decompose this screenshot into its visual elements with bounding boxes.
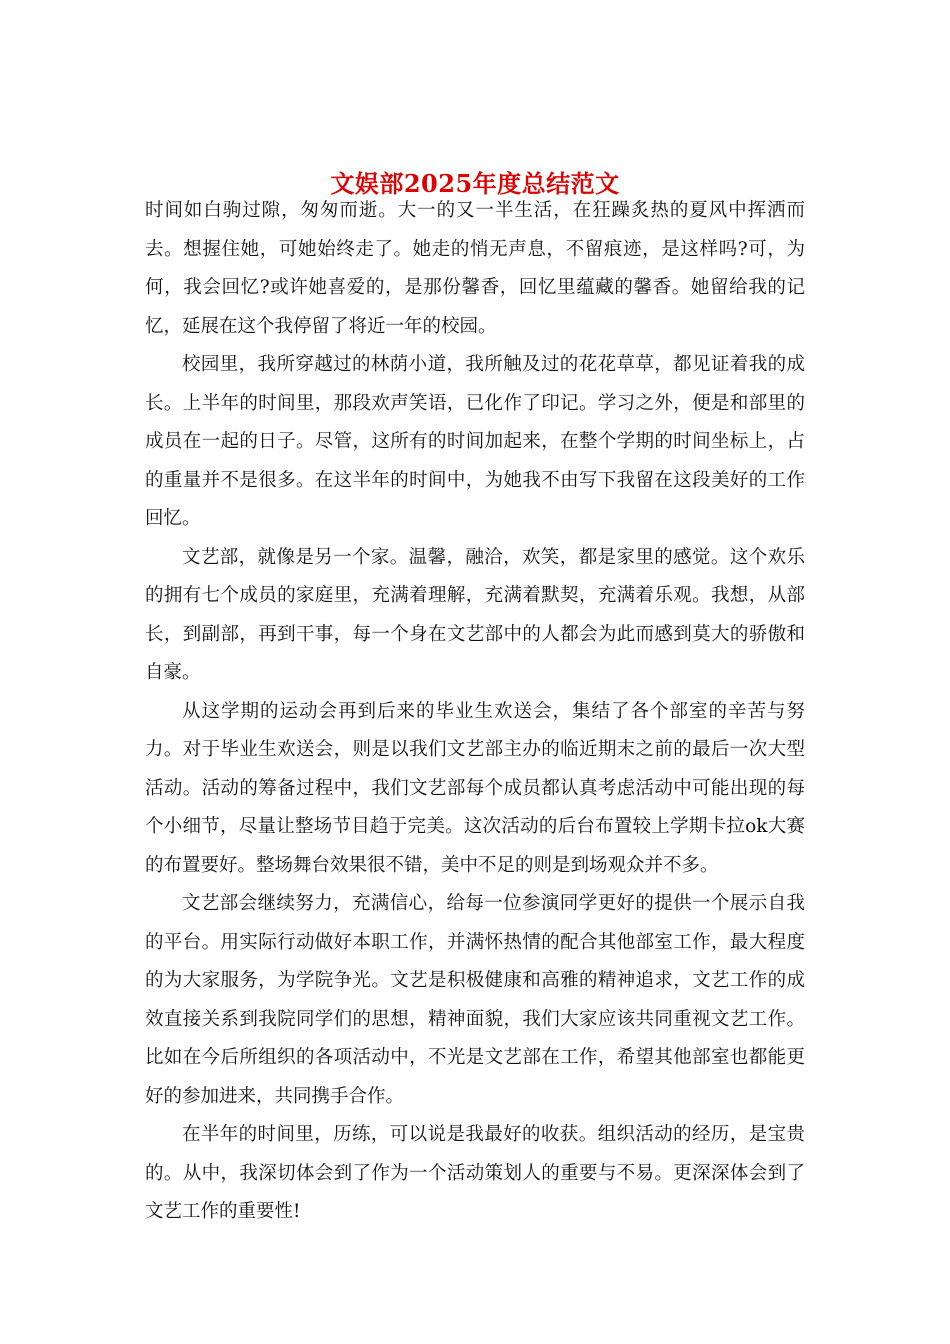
- document-body: [145, 192, 805, 1232]
- paragraph-6: 在半年的时间里，历练，可以说是我最好的收获。组织活动的经历，是宝贵的。从中，我深切体会到了作为一个活动策划人的重要与不易。更深深体会到了文艺工作的重要性!: [145, 1124, 805, 1222]
- document-title: 文娱部2025年度总结范文: [330, 169, 620, 199]
- paragraph-2: 校园里，我所穿越过的林荫小道，我所触及过的花花草草，都见证着我的成长。上半年的时间里，那段欢声笑语，已化作了印记。学习之外，便是和部里的成员在一起的日子。尽管，这所有的时间加起来，在整个学期的时间坐标上，占的重量并不是很多。在这半年的时间中，为她我不由写下我留在这段美好的工作回忆。: [145, 354, 805, 529]
- paragraph-4: 从这学期的运动会再到后来的毕业生欢送会，集结了各个部室的辛苦与努力。对于毕业生欢送会，则是以我们文艺部主办的临近期末之前的最后一次大型活动。活动的筹备过程中，我们文艺部每个成员都认真考虑活动中可能出现的每个小细节，尽量让整场节目趋于完美。这次活动的后台布置较上学期卡拉ok大赛的布置要好。整场舞台效果很不错，美中不足的则是到场观众并不多。: [145, 700, 805, 876]
- paragraph-1: 时间如白驹过隙，匆匆而逝。大一的又一半生活，在狂躁炙热的夏风中挥洒而去。想握住她，可她始终走了。她走的悄无声息，不留痕迹，是这样吗?可，为何，我会回忆?或许她喜爱的，是那份馨香，回忆里蕴藏的馨香。她留给我的记忆，延展在这个我停留了将近一年的校园。: [145, 200, 805, 337]
- paragraph-3: 文艺部，就像是另一个家。温馨，融洽，欢笑，都是家里的感觉。这个欢乐的拥有七个成员的家庭里，充满着理解，充满着默契，充满着乐观。我想，从部长，到副部，再到干事，每一个身在文艺部中的人都会为此而感到莫大的骄傲和自豪。: [145, 546, 805, 683]
- paragraph-5: 文艺部会继续努力，充满信心，给每一位参演同学更好的提供一个展示自我的平台。用实际行动做好本职工作，并满怀热情的配合其他部室工作，最大程度的为大家服务，为学院争光。文艺是积极健康和高雅的精神追求，文艺工作的成效直接关系到我院同学们的思想，精神面貌，我们大家应该共同重视文艺工作。比如在今后所组织的各项活动中，不光是文艺部在工作，希望其他部室也都能更好的参加进来，共同携手合作。: [145, 893, 805, 1107]
